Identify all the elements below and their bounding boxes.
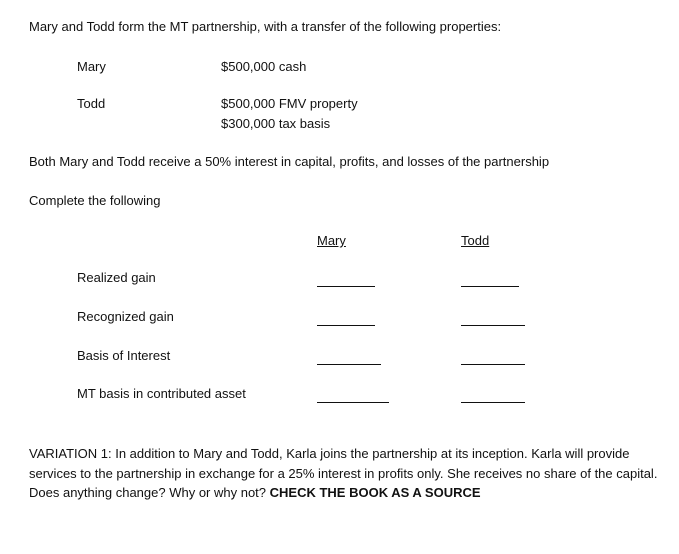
mary-name: Mary: [77, 59, 106, 74]
interest-statement: Both Mary and Todd receive a 50% interest in capital, profits, and losses of the partnership: [29, 154, 550, 169]
row-label-realized-gain: Realized gain: [77, 270, 156, 285]
todd-contribution-fmv: $500,000 FMV property: [221, 96, 358, 111]
answer-blank-mary-basis-of-interest[interactable]: [317, 364, 381, 365]
answer-blank-todd-basis-of-interest[interactable]: [461, 364, 525, 365]
variation-emphasis: CHECK THE BOOK AS A SOURCE: [269, 485, 481, 500]
instruction-text: Complete the following: [29, 193, 161, 208]
answer-blank-mary-recognized-gain[interactable]: [317, 325, 375, 326]
todd-contribution-basis: $300,000 tax basis: [221, 116, 331, 131]
todd-name: Todd: [77, 96, 106, 111]
answer-blank-mary-realized-gain[interactable]: [317, 286, 375, 287]
column-header-mary: Mary: [317, 233, 346, 248]
row-label-basis-of-interest: Basis of Interest: [77, 348, 171, 363]
answer-blank-todd-recognized-gain[interactable]: [461, 325, 525, 326]
answer-blank-todd-realized-gain[interactable]: [461, 286, 519, 287]
row-label-mt-basis: MT basis in contributed asset: [77, 386, 246, 401]
mary-contribution: $500,000 cash: [221, 59, 307, 74]
answer-blank-todd-mt-basis[interactable]: [461, 402, 525, 403]
variation-paragraph: [29, 444, 659, 503]
column-header-todd: Todd: [461, 233, 490, 248]
answer-blank-mary-mt-basis[interactable]: [317, 402, 389, 403]
intro-text: Mary and Todd form the MT partnership, with a transfer of the following properties:: [29, 19, 502, 34]
row-label-recognized-gain: Recognized gain: [77, 309, 174, 324]
variation-text: VARIATION 1: In addition to Mary and Todd, Karla joins the partnership at its inception. Karla will provide services to the partnership in exchange for a 25% interest in profits only. She receives no share of the capital. Does anything change? Why or why not?: [29, 446, 658, 500]
